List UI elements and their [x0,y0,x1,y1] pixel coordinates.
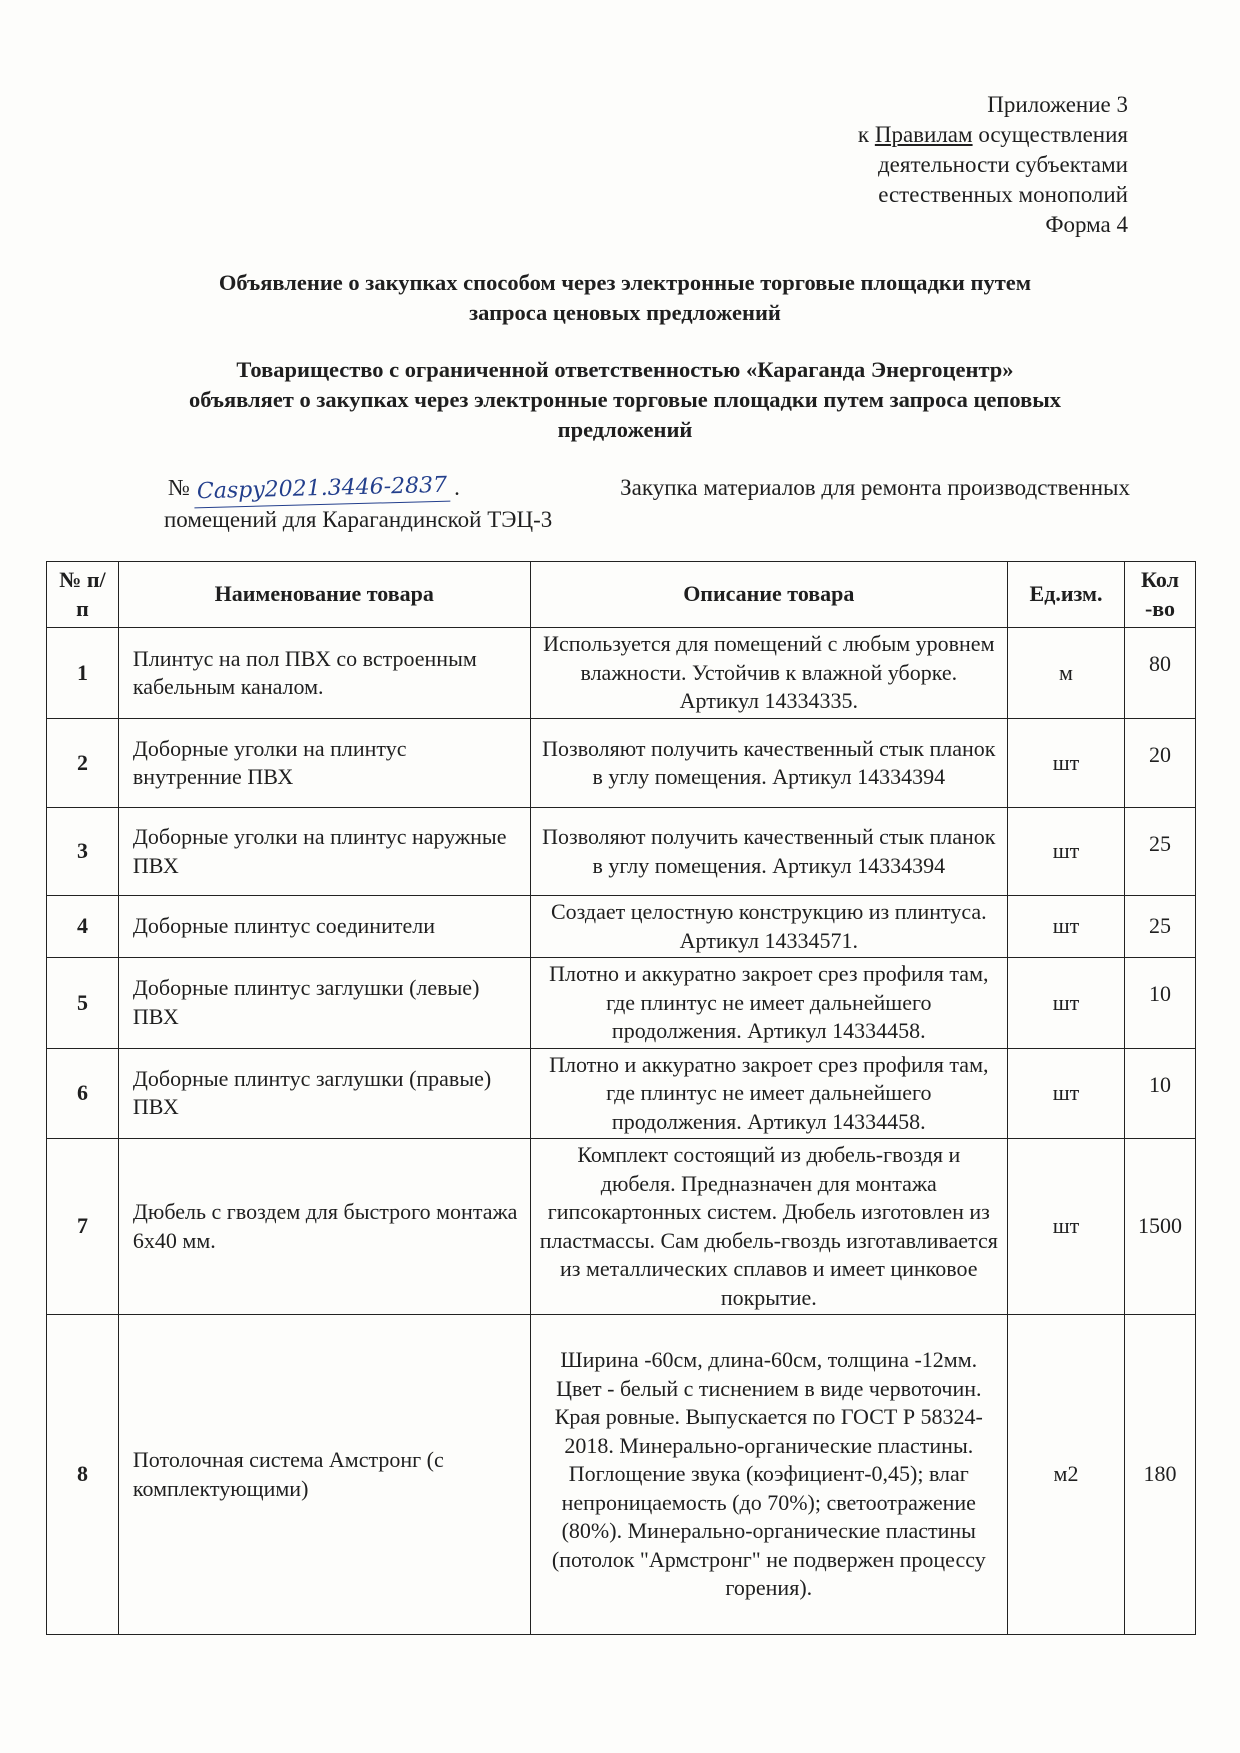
row-num: 6 [47,1048,119,1139]
organizer-line: предложений [557,417,693,442]
number-sign: № [168,475,190,500]
table-row [47,719,1196,808]
row-num: 8 [47,1315,119,1635]
appendix-block [858,90,1128,240]
appendix-line: естественных монополий [878,182,1128,207]
row-desc: Ширина -60см, длина-60см, толщина -12мм. Цвет - белый с тиснением в виде червоточин. Края ровные. Выпускается по ГОСТ Р 58324-2018. Минерально-органические пластины. Поглощение звука (коэфициент-0,45); влаг непроницаемость (до 70%); светоотражение (80%). Минерально-органические пластины (потолок "Армстронг" не подвержен процессу горения). [530,1315,1008,1635]
row-num: 1 [47,628,119,719]
appendix-suffix: осуществления [972,122,1128,147]
table-row [47,958,1196,1049]
organizer-line: объявляет о закупках через электронные торговые площадки путем запроса цеповых [188,387,1062,412]
table-row [47,808,1196,896]
row-desc: Создает целостную конструкцию из плинтуса. Артикул 14334571. [530,896,1008,958]
row-unit: шт [1008,1139,1125,1315]
table-row [47,1315,1196,1635]
row-num: 3 [47,808,119,896]
row-desc: Плотно и аккуратно закроет срез профиля там, где плинтус не имеет дальнейшего продолжения. Артикул 14334458. [530,958,1008,1049]
organizer-line: Товарищество с ограниченной ответственностью «Караганда Энергоцентр» [236,357,1014,382]
row-unit: шт [1008,719,1125,808]
header-num: № п/п [47,562,119,628]
row-unit: м [1008,628,1125,719]
row-qty: 10 [1124,958,1195,1049]
procurement-subject-line1: Закупка материалов для ремонта производственных [620,475,1130,500]
handwritten-procurement-number: Caspy2021.3446-2837 [194,471,451,509]
procurement-number-block: № Caspy2021.3446-2837 . Закупка материалов для ремонта производственных помещений для Карагандинской ТЭЦ-3 [168,473,1130,535]
row-name: Доборные уголки на плинтус внутренние ПВХ [118,719,530,808]
table-header-row [47,562,1196,628]
goods-table [46,561,1196,1635]
row-unit: шт [1008,1048,1125,1139]
row-name: Плинтус на пол ПВХ со встроенным кабельным каналом. [118,628,530,719]
table-row [47,1048,1196,1139]
table-row [47,896,1196,958]
header-unit: Ед.изм. [1008,562,1125,628]
header-qty: Кол -во [1124,562,1195,628]
announcement-title [120,268,1130,328]
table-row [47,628,1196,719]
row-name: Потолочная система Амстронг (с комплектующими) [118,1315,530,1635]
table-row [47,1139,1196,1315]
row-unit: шт [1008,808,1125,896]
row-desc: Плотно и аккуратно закроет срез профиля там, где плинтус не имеет дальнейшего продолжения. Артикул 14334458. [530,1048,1008,1139]
row-qty: 25 [1124,808,1195,896]
form-number: Форма 4 [1045,212,1128,237]
row-name: Доборные плинтус соединители [118,896,530,958]
row-unit: м2 [1008,1315,1125,1635]
row-name: Дюбель с гвоздем для быстрого монтажа 6х40 мм. [118,1139,530,1315]
row-qty: 180 [1124,1315,1195,1635]
header-name: Наименование товара [118,562,530,628]
row-desc: Позволяют получить качественный стык планок в углу помещения. Артикул 14334394 [530,808,1008,896]
row-name: Доборные плинтус заглушки (правые) ПВХ [118,1048,530,1139]
row-qty: 10 [1124,1048,1195,1139]
rules-link: Правилам [874,122,973,147]
row-qty: 1500 [1124,1139,1195,1315]
row-unit: шт [1008,896,1125,958]
row-unit: шт [1008,958,1125,1049]
procurement-subject-line2: помещений для Карагандинской ТЭЦ-3 [164,507,553,532]
header-desc: Описание товара [530,562,1008,628]
organizer-heading [120,355,1130,445]
row-name: Доборные плинтус заглушки (левые) ПВХ [118,958,530,1049]
row-num: 4 [47,896,119,958]
row-num: 7 [47,1139,119,1315]
row-num: 2 [47,719,119,808]
title-line: Объявление о закупках способом через электронные торговые площадки путем [218,270,1032,295]
appendix-prefix: к [857,122,875,147]
row-qty: 20 [1124,719,1195,808]
row-desc: Комплект состоящий из дюбель-гвоздя и дюбеля. Предназначен для монтажа гипсокартонных систем. Дюбель изготовлен из пластмассы. Сам дюбель-гвоздь изготавливается из металлических сплавов и имеет цинковое покрытие. [530,1139,1008,1315]
title-line: запроса ценовых предложений [469,300,781,325]
row-qty: 80 [1124,628,1195,719]
row-num: 5 [47,958,119,1049]
row-name: Доборные уголки на плинтус наружные ПВХ [118,808,530,896]
row-desc: Используется для помещений с любым уровнем влажности. Устойчив к влажной уборке. Артикул 14334335. [530,628,1008,719]
appendix-line: деятельности субъектами [877,152,1128,177]
row-desc: Позволяют получить качественный стык планок в углу помещения. Артикул 14334394 [530,719,1008,808]
row-qty: 25 [1124,896,1195,958]
appendix-line: Приложение 3 [987,92,1128,117]
appendix-line [858,120,1128,150]
